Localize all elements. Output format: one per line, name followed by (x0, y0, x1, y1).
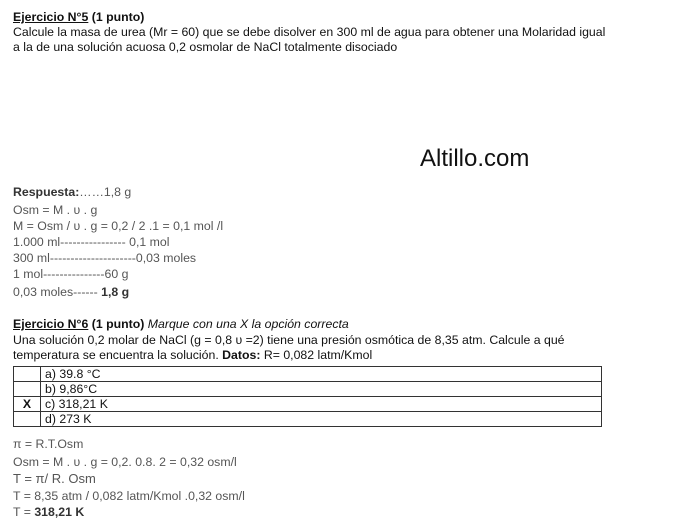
exercise-6-statement-prefix: temperatura se encuentra la solución. (13, 348, 223, 362)
answer-6-line-2: Osm = M . υ . g = 0,2. 0.8. 2 = 0,32 osm/l (13, 455, 237, 469)
answer-6-final-prefix: T = (13, 505, 35, 519)
exercise-5-statement-line-1: Calcule la masa de urea (Mr = 60) que se debe disolver en 300 ml de agua para obtener una Molaridad igual (13, 25, 606, 39)
options-table (13, 366, 602, 427)
answer-6-line-1: π = R.T.Osm (13, 437, 84, 451)
exercise-6-title (13, 317, 349, 331)
answer-5-label: Respuesta: (13, 185, 80, 199)
option-row-d[interactable] (14, 412, 602, 427)
exercise-6-datos-label: Datos: (222, 348, 261, 362)
answer-6-final-line (13, 505, 84, 519)
watermark-text: Altillo.com (420, 145, 530, 172)
answer-5-line-4: 300 ml---------------------0,03 moles (13, 251, 197, 265)
option-text: d) 273 K (41, 412, 602, 427)
answer-5-label-line (13, 185, 131, 199)
option-row-a[interactable] (14, 367, 602, 382)
exercise-6-instruction: Marque con una X la opción correcta (147, 317, 349, 331)
answer-6-line-3: T = π/ R. Osm (13, 471, 96, 486)
answer-5-final-line (13, 285, 129, 299)
option-mark[interactable]: X (14, 397, 41, 412)
exercise-6-statement-line-1: Una solución 0,2 molar de NaCl (g = 0,8 υ =2) tiene una presión osmótica de 8,35 atm. Calcule a qué (13, 333, 565, 347)
answer-6-final-value: 318,21 K (34, 505, 85, 519)
option-text: c) 318,21 K (41, 397, 602, 412)
option-text: b) 9,86°C (41, 382, 602, 397)
option-text: a) 39.8 °C (41, 367, 602, 382)
option-row-b[interactable] (14, 382, 602, 397)
exercise-5-title (13, 10, 144, 24)
answer-5-value: ……1,8 g (79, 185, 132, 199)
answer-5-line-1: Osm = M . υ . g (13, 203, 98, 217)
exercise-5-heading: Ejercicio N°5 (13, 10, 89, 24)
answer-5-line-3: 1.000 ml---------------- 0,1 mol (13, 235, 170, 249)
answer-5-line-5: 1 mol---------------60 g (13, 267, 129, 281)
option-mark[interactable] (14, 382, 41, 397)
exercise-6-heading: Ejercicio N°6 (13, 317, 89, 331)
answer-5-line-2: M = Osm / υ . g = 0,2 / 2 .1 = 0,1 mol /l (13, 219, 224, 233)
exercise-6-datos-value: R= 0,082 latm/Kmol (260, 348, 373, 362)
answer-5-final-value: 1,8 g (101, 285, 130, 299)
option-row-c[interactable] (14, 397, 602, 412)
answer-5-final-prefix: 0,03 moles------ (13, 285, 102, 299)
exercise-6-statement-line-2 (13, 348, 372, 362)
exercise-5-statement-line-2: a la de una solución acuosa 0,2 osmolar de NaCl totalmente disociado (13, 40, 398, 54)
option-mark[interactable] (14, 412, 41, 427)
answer-6-line-4: T = 8,35 atm / 0,082 latm/Kmol .0,32 osm/l (13, 489, 245, 503)
exercise-6-points: (1 punto) (91, 317, 145, 331)
exercise-5-points: (1 punto) (91, 10, 145, 24)
option-mark[interactable] (14, 367, 41, 382)
